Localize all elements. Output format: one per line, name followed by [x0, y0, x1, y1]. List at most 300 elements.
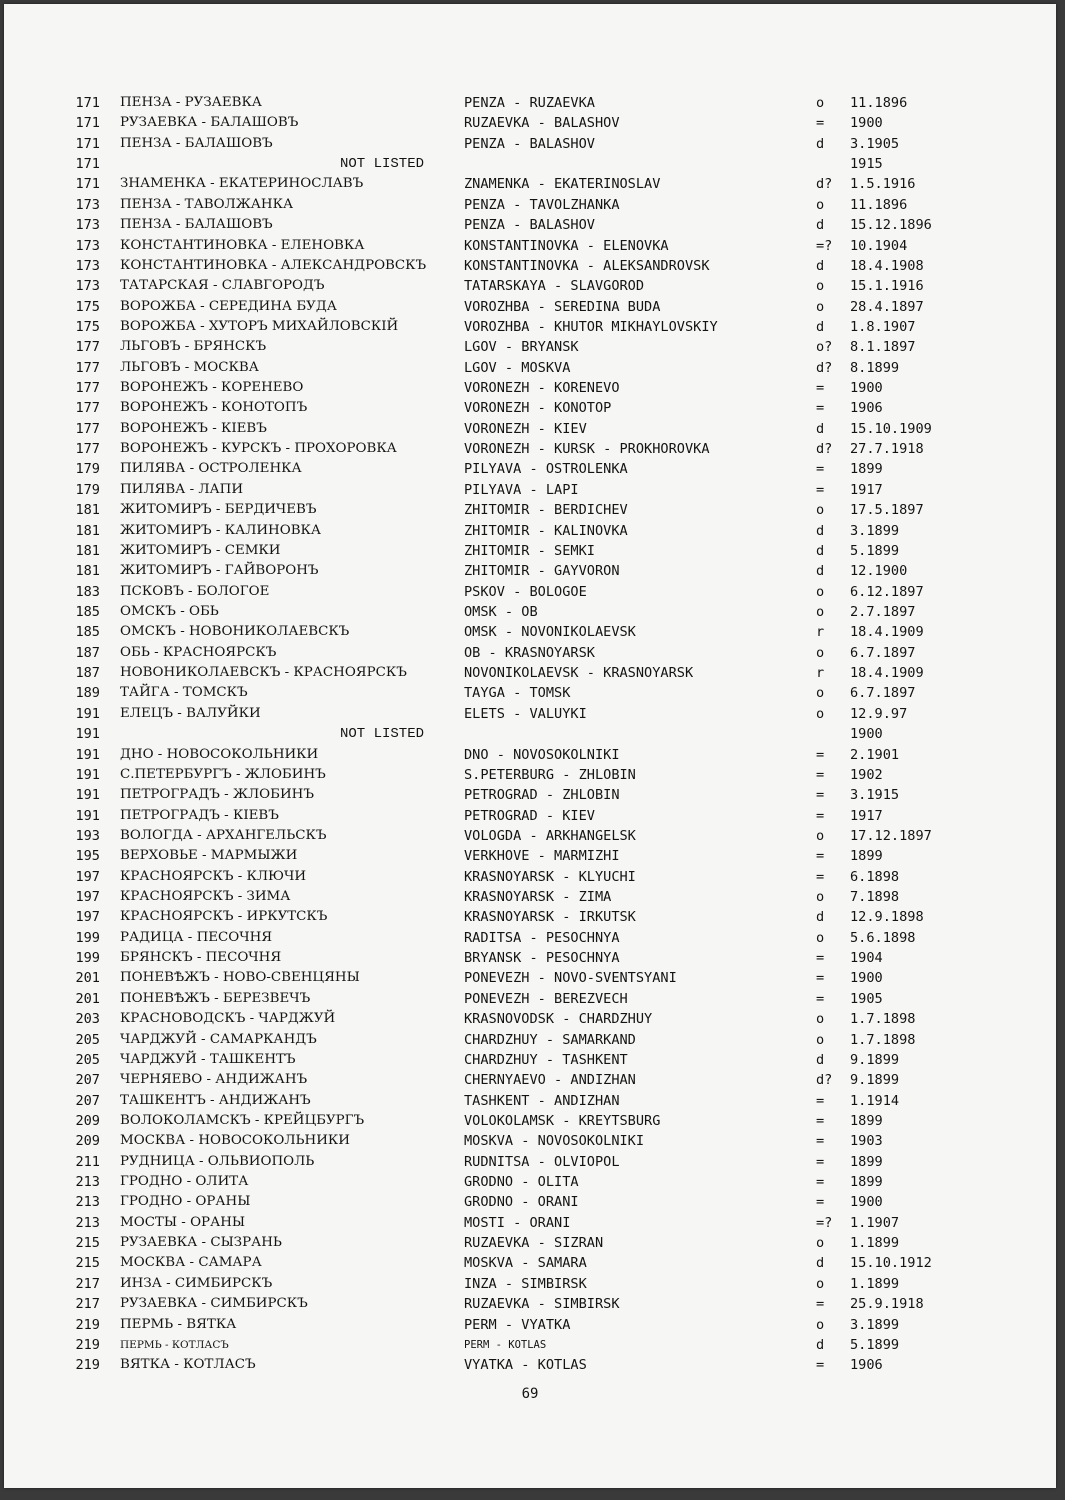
- route-date: 15.1.1916: [850, 278, 924, 295]
- route-name-latin: VOLOKOLAMSK - KREYTSBURG: [464, 1112, 661, 1129]
- status-code: =: [816, 1357, 825, 1374]
- route-name-latin: MOSKVA - SAMARA: [464, 1255, 587, 1272]
- listing-row: [4, 1213, 1056, 1233]
- route-number: 197: [75, 868, 100, 885]
- route-date: 3.1899: [850, 522, 900, 539]
- status-code: d: [816, 909, 825, 926]
- route-date: 5.1899: [850, 1336, 900, 1353]
- route-name-cyrillic: РУЗАЕВКА - СИМБИРСКЪ: [120, 1296, 308, 1312]
- route-name-latin: PILYAVA - OSTROLENKA: [464, 461, 628, 478]
- status-code: =: [816, 115, 825, 132]
- route-number: 217: [75, 1275, 100, 1292]
- route-number: 191: [75, 746, 100, 763]
- route-date: 1905: [850, 990, 883, 1007]
- route-date: 1899: [850, 1174, 883, 1191]
- route-name-latin: LGOV - MOSKVA: [464, 359, 571, 376]
- route-name-latin: VYATKA - KOTLAS: [464, 1357, 587, 1374]
- route-date: 1900: [850, 726, 883, 743]
- route-date: 17.5.1897: [850, 502, 924, 519]
- route-number: 185: [75, 603, 100, 620]
- route-name-cyrillic: ЕЛЕЦЪ - ВАЛУЙКИ: [120, 705, 261, 721]
- status-code: o: [816, 583, 825, 600]
- route-date: 1917: [850, 807, 883, 824]
- route-number: 191: [75, 766, 100, 783]
- route-number: 181: [75, 502, 100, 519]
- route-number: 171: [75, 156, 100, 173]
- route-name-latin: TAYGA - TOMSK: [464, 685, 571, 702]
- route-name-cyrillic: ВОРОНЕЖЪ - КОРЕНЕВО: [120, 380, 304, 396]
- route-date: 28.4.1897: [850, 298, 924, 315]
- route-number: 189: [75, 685, 100, 702]
- listing-row: [4, 1335, 1056, 1355]
- listing-row: [4, 826, 1056, 846]
- status-code: d: [816, 257, 825, 274]
- route-name-cyrillic: ЖИТОМИРЪ - БЕРДИЧЕВЪ: [120, 502, 317, 518]
- route-name-latin: PSKOV - BOLOGOE: [464, 583, 587, 600]
- route-number: 205: [75, 1051, 100, 1068]
- route-name-cyrillic: ЧАРДЖУЙ - ТАШКЕНТЪ: [120, 1051, 296, 1067]
- route-name-latin: VORONEZH - KORENEVO: [464, 380, 620, 397]
- status-code: =: [816, 950, 825, 967]
- route-name-latin: CHERNYAEVO - ANDIZHAN: [464, 1072, 636, 1089]
- route-name-cyrillic: КРАСНОВОДСКЪ - ЧАРДЖУЙ: [120, 1011, 336, 1027]
- status-code: r: [816, 624, 825, 641]
- route-number: 177: [75, 400, 100, 417]
- route-date: 11.1896: [850, 196, 908, 213]
- route-number: 219: [75, 1357, 100, 1374]
- route-number: 177: [75, 339, 100, 356]
- listing-row: [4, 113, 1056, 133]
- listing-row: [4, 419, 1056, 439]
- route-name-latin: CHARDZHUY - SAMARKAND: [464, 1031, 636, 1048]
- listing-row: [4, 867, 1056, 887]
- listing-row: [4, 215, 1056, 235]
- route-name-latin: PETROGRAD - ZHLOBIN: [464, 787, 620, 804]
- status-code: =: [816, 990, 825, 1007]
- route-name-latin: PETROGRAD - KIEV: [464, 807, 595, 824]
- route-name-cyrillic: ОБЬ - КРАСНОЯРСКЪ: [120, 644, 277, 660]
- status-code: o: [816, 603, 825, 620]
- route-name-cyrillic: ПИЛЯВА - ОСТРОЛЕНКА: [120, 461, 302, 477]
- route-date: 1.1899: [850, 1235, 900, 1252]
- status-code: d: [816, 217, 825, 234]
- route-number: 177: [75, 420, 100, 437]
- route-name-cyrillic: МОСКВА - НОВОСОКОЛЬНИКИ: [120, 1133, 350, 1149]
- listing-row: [4, 174, 1056, 194]
- route-number: 181: [75, 542, 100, 559]
- route-name-latin: TATARSKAYA - SLAVGOROD: [464, 278, 645, 295]
- route-name-latin: PERM - KOTLAS: [464, 1338, 547, 1351]
- listing-row: [4, 663, 1056, 683]
- route-name-cyrillic: ПОНЕВѢЖЪ - НОВО-СВЕНЦЯНЫ: [120, 970, 360, 986]
- route-date: 8.1.1897: [850, 339, 916, 356]
- route-number: 187: [75, 665, 100, 682]
- status-code: o: [816, 644, 825, 661]
- route-number: 187: [75, 644, 100, 661]
- route-name-latin: OMSK - OB: [464, 603, 538, 620]
- page-number: 69: [521, 1386, 539, 1402]
- route-number: 219: [75, 1316, 100, 1333]
- status-code: o: [816, 685, 825, 702]
- route-date: 2.7.1897: [850, 603, 916, 620]
- route-number: 173: [75, 257, 100, 274]
- route-name-latin: GRODNO - ORANI: [464, 1194, 579, 1211]
- listing-row: [4, 297, 1056, 317]
- route-number: 179: [75, 481, 100, 498]
- listing-row: [4, 582, 1056, 602]
- route-number: 197: [75, 889, 100, 906]
- route-name-cyrillic: ПЕРМЬ - КОТЛАСЪ: [120, 1338, 229, 1351]
- listing-row: [4, 1131, 1056, 1151]
- route-name-latin: VORONEZH - KIEV: [464, 420, 587, 437]
- status-code: o: [816, 1011, 825, 1028]
- listing-row: [4, 745, 1056, 765]
- listing-row: [4, 521, 1056, 541]
- not-listed-note: NOT LISTED: [340, 726, 425, 743]
- route-name-latin: INZA - SIMBIRSK: [464, 1275, 587, 1292]
- route-name-latin: PENZA - BALASHOV: [464, 217, 595, 234]
- route-name-cyrillic: ЧАРДЖУЙ - САМАРКАНДЪ: [120, 1031, 317, 1047]
- status-code: d: [816, 1336, 825, 1353]
- route-name-latin: GRODNO - OLITA: [464, 1174, 579, 1191]
- route-name-latin: RUZAEVKA - BALASHOV: [464, 115, 620, 132]
- route-number: 203: [75, 1011, 100, 1028]
- route-name-cyrillic: ПЕНЗА - БАЛАШОВЪ: [120, 217, 273, 233]
- route-number: 173: [75, 217, 100, 234]
- route-number: 191: [75, 807, 100, 824]
- route-number: 201: [75, 970, 100, 987]
- route-name-cyrillic: ЛЬГОВЪ - БРЯНСКЪ: [120, 339, 267, 355]
- route-date: 6.7.1897: [850, 685, 916, 702]
- route-name-latin: KRASNOYARSK - IRKUTSK: [464, 909, 636, 926]
- listing-row: [4, 337, 1056, 357]
- route-name-cyrillic: ПЕТРОГРАДЪ - КIЕВЪ: [120, 807, 279, 823]
- route-date: 9.1899: [850, 1051, 900, 1068]
- status-code: =: [816, 1153, 825, 1170]
- listing-row: [4, 439, 1056, 459]
- route-number: 197: [75, 909, 100, 926]
- listing-row: [4, 561, 1056, 581]
- listing-row: [4, 1050, 1056, 1070]
- route-name-latin: ZHITOMIR - SEMKI: [464, 542, 595, 559]
- listing-row: [4, 195, 1056, 215]
- route-name-cyrillic: БРЯНСКЪ - ПЕСОЧНЯ: [120, 950, 282, 966]
- status-code: d: [816, 522, 825, 539]
- listing-row: [4, 93, 1056, 113]
- route-name-cyrillic: ВЕРХОВЬЕ - МАРМЫЖИ: [120, 848, 298, 864]
- listing-row: [4, 500, 1056, 520]
- listing-row: [4, 378, 1056, 398]
- listing-row: [4, 1192, 1056, 1212]
- status-code: d: [816, 135, 825, 152]
- route-name-latin: MOSKVA - NOVOSOKOLNIKI: [464, 1133, 645, 1150]
- route-date: 18.4.1909: [850, 665, 924, 682]
- listing-row: [4, 154, 1056, 174]
- route-date: 1.5.1916: [850, 176, 916, 193]
- listing-row: [4, 968, 1056, 988]
- listing-row: [4, 541, 1056, 561]
- listing-row: [4, 928, 1056, 948]
- route-name-cyrillic: ВЯТКА - КОТЛАСЪ: [120, 1357, 256, 1373]
- status-code: o: [816, 929, 825, 946]
- route-name-cyrillic: КРАСНОЯРСКЪ - ИРКУТСКЪ: [120, 909, 328, 925]
- route-date: 1899: [850, 1153, 883, 1170]
- route-name-cyrillic: МОСКВА - САМАРА: [120, 1255, 262, 1271]
- status-code: =?: [816, 237, 833, 254]
- route-number: 215: [75, 1255, 100, 1272]
- route-name-cyrillic: РУЗАЕВКА - БАЛАШОВЪ: [120, 115, 299, 131]
- route-name-cyrillic: ВОРОЖБА - СЕРЕДИНА БУДА: [120, 298, 337, 314]
- status-code: o: [816, 1275, 825, 1292]
- listing-row: [4, 989, 1056, 1009]
- route-number: 213: [75, 1214, 100, 1231]
- route-number: 171: [75, 95, 100, 111]
- route-name-cyrillic: КОНСТАНТИНОВКА - ЕЛЕНОВКА: [120, 237, 365, 253]
- route-number: 185: [75, 624, 100, 641]
- route-date: 6.12.1897: [850, 583, 924, 600]
- route-name-cyrillic: ВОЛОГДА - АРХАНГЕЛЬСКЪ: [120, 827, 327, 843]
- route-date: 6.1898: [850, 868, 900, 885]
- status-code: o: [816, 196, 825, 213]
- route-number: 199: [75, 950, 100, 967]
- route-date: 1899: [850, 461, 883, 478]
- route-number: 193: [75, 827, 100, 844]
- listing-row: [4, 1091, 1056, 1111]
- status-code: r: [816, 665, 825, 682]
- status-code: d: [816, 1255, 825, 1272]
- status-code: =: [816, 766, 825, 783]
- route-name-cyrillic: ГРОДНО - ОРАНЫ: [120, 1194, 251, 1210]
- route-number: 183: [75, 583, 100, 600]
- listing-row: [4, 887, 1056, 907]
- route-number: 181: [75, 563, 100, 580]
- status-code: d: [816, 318, 825, 335]
- listing-row: [4, 236, 1056, 256]
- status-code: d?: [816, 176, 833, 193]
- route-number: 179: [75, 461, 100, 478]
- status-code: =: [816, 787, 825, 804]
- listing-row: [4, 1111, 1056, 1131]
- listing-row: [4, 398, 1056, 418]
- route-date: 1.1899: [850, 1275, 900, 1292]
- listing-row: [4, 480, 1056, 500]
- status-code: o: [816, 1316, 825, 1333]
- route-name-latin: DNO - NOVOSOKOLNIKI: [464, 746, 620, 763]
- route-name-cyrillic: ВОРОЖБА - ХУТОРЪ МИХАЙЛОВСКIЙ: [120, 318, 399, 334]
- status-code: d?: [816, 1072, 833, 1089]
- route-name-cyrillic: ПЕРМЬ - ВЯТКА: [120, 1316, 237, 1332]
- route-name-cyrillic: НОВОНИКОЛАЕВСКЪ - КРАСНОЯРСКЪ: [120, 665, 407, 681]
- route-date: 18.4.1908: [850, 257, 924, 274]
- route-name-latin: OB - KRASNOYARSK: [464, 644, 595, 661]
- route-number: 177: [75, 441, 100, 458]
- route-name-latin: PONEVEZH - BEREZVECH: [464, 990, 628, 1007]
- route-date: 27.7.1918: [850, 441, 924, 458]
- status-code: d: [816, 1051, 825, 1068]
- route-name-latin: KRASNOYARSK - KLYUCHI: [464, 868, 636, 885]
- status-code: =: [816, 481, 825, 498]
- route-number: 175: [75, 298, 100, 315]
- route-name-latin: VOROZHBA - KHUTOR MIKHAYLOVSKIY: [464, 318, 718, 335]
- route-date: 3.1899: [850, 1316, 900, 1333]
- route-number: 191: [75, 705, 100, 722]
- listing-row: [4, 948, 1056, 968]
- route-date: 3.1905: [850, 135, 900, 152]
- route-date: 1900: [850, 1194, 883, 1211]
- route-name-latin: BRYANSK - PESOCHNYA: [464, 950, 620, 967]
- route-name-cyrillic: ВОРОНЕЖЪ - КIЕВЪ: [120, 420, 267, 436]
- status-code: o?: [816, 339, 833, 356]
- route-name-cyrillic: ПСКОВЪ - БОЛОГОЕ: [120, 583, 270, 599]
- listing-row: [4, 276, 1056, 296]
- route-number: 209: [75, 1133, 100, 1150]
- route-date: 3.1915: [850, 787, 900, 804]
- status-code: o: [816, 298, 825, 315]
- status-code: d?: [816, 359, 833, 376]
- status-code: =?: [816, 1214, 833, 1231]
- route-date: 15.12.1896: [850, 217, 932, 234]
- route-date: 1899: [850, 1112, 883, 1129]
- route-number: 219: [75, 1336, 100, 1353]
- status-code: d?: [816, 441, 833, 458]
- route-date: 7.1898: [850, 889, 900, 906]
- route-number: 173: [75, 278, 100, 295]
- route-name-latin: ZHITOMIR - KALINOVKA: [464, 522, 628, 539]
- status-code: o: [816, 1235, 825, 1252]
- route-name-latin: RADITSA - PESOCHNYA: [464, 929, 620, 946]
- route-name-cyrillic: ВОРОНЕЖЪ - КУРСКЪ - ПРОХОРОВКА: [120, 441, 397, 457]
- listing-row: [4, 317, 1056, 337]
- document-page: [4, 4, 1056, 1488]
- route-number: 209: [75, 1112, 100, 1129]
- listing-row: [4, 643, 1056, 663]
- listing-row: [4, 683, 1056, 703]
- route-name-latin: PENZA - BALASHOV: [464, 135, 595, 152]
- listing-row: [4, 1253, 1056, 1273]
- route-name-cyrillic: ЖИТОМИРЪ - СЕМКИ: [120, 542, 281, 558]
- route-date: 11.1896: [850, 95, 908, 111]
- route-number: 213: [75, 1194, 100, 1211]
- route-date: 5.6.1898: [850, 929, 916, 946]
- route-number: 205: [75, 1031, 100, 1048]
- route-name-cyrillic: ЖИТОМИРЪ - ГАЙВОРОНЪ: [120, 563, 319, 579]
- status-code: =: [816, 868, 825, 885]
- route-name-cyrillic: ЗНАМЕНКА - ЕКАТЕРИНОСЛАВЪ: [120, 176, 364, 192]
- route-date: 1.1907: [850, 1214, 900, 1231]
- status-code: o: [816, 889, 825, 906]
- route-name-cyrillic: ОМСКЪ - ОБЬ: [120, 603, 219, 619]
- status-code: =: [816, 1194, 825, 1211]
- route-name-latin: RUZAEVKA - SIZRAN: [464, 1235, 604, 1252]
- listing-row: [4, 1294, 1056, 1314]
- listing-row: [4, 846, 1056, 866]
- listing-row: [4, 1355, 1056, 1375]
- route-name-cyrillic: ПИЛЯВА - ЛАПИ: [120, 481, 244, 497]
- status-code: =: [816, 1133, 825, 1150]
- route-name-latin: PERM - VYATKA: [464, 1316, 571, 1333]
- route-date: 15.10.1912: [850, 1255, 932, 1272]
- status-code: o: [816, 827, 825, 844]
- listing-row: [4, 1172, 1056, 1192]
- route-number: 175: [75, 318, 100, 335]
- status-code: =: [816, 461, 825, 478]
- route-name-cyrillic: ЖИТОМИРЪ - КАЛИНОВКА: [120, 522, 322, 538]
- route-name-latin: RUZAEVKA - SIMBIRSK: [464, 1296, 620, 1313]
- route-name-latin: VORONEZH - KURSK - PROKHOROVKA: [464, 441, 710, 458]
- route-date: 1900: [850, 970, 883, 987]
- route-date: 1.7.1898: [850, 1011, 916, 1028]
- route-name-cyrillic: РУДНИЦА - ОЛЬВИОПОЛЬ: [120, 1153, 315, 1169]
- route-name-cyrillic: ПЕНЗА - РУЗАЕВКА: [120, 95, 262, 110]
- route-date: 1904: [850, 950, 883, 967]
- route-name-cyrillic: ДНО - НОВОСОКОЛЬНИКИ: [120, 746, 319, 762]
- status-code: d: [816, 563, 825, 580]
- route-name-latin: PENZA - RUZAEVKA: [464, 95, 595, 111]
- status-code: =: [816, 1174, 825, 1191]
- status-code: =: [816, 380, 825, 397]
- route-number: 207: [75, 1092, 100, 1109]
- route-date: 12.9.1898: [850, 909, 924, 926]
- status-code: =: [816, 400, 825, 417]
- status-code: o: [816, 502, 825, 519]
- route-name-cyrillic: ПОНЕВѢЖЪ - БЕРЕЗВЕЧЪ: [120, 990, 311, 1006]
- route-name-latin: VORONEZH - KONOTOP: [464, 400, 612, 417]
- route-date: 1900: [850, 380, 883, 397]
- route-date: 1915: [850, 156, 883, 173]
- route-name-latin: PONEVEZH - NOVO-SVENTSYANI: [464, 970, 677, 987]
- route-name-cyrillic: ПЕНЗА - ТАВОЛЖАНКА: [120, 196, 294, 212]
- route-name-latin: PILYAVA - LAPI: [464, 481, 579, 498]
- listing-row: [4, 1009, 1056, 1029]
- listing-row: [4, 602, 1056, 622]
- route-number: 171: [75, 115, 100, 132]
- route-name-cyrillic: ТАШКЕНТЪ - АНДИЖАНЪ: [120, 1092, 311, 1108]
- route-name-cyrillic: С.ПЕТЕРБУРГЪ - ЖЛОБИНЪ: [120, 766, 326, 782]
- route-name-latin: KONSTANTINOVKA - ALEKSANDROVSK: [464, 257, 710, 274]
- route-date: 1900: [850, 115, 883, 132]
- route-name-latin: ELETS - VALUYKI: [464, 705, 587, 722]
- route-name-latin: PENZA - TAVOLZHANKA: [464, 196, 620, 213]
- route-name-cyrillic: ЛЬГОВЪ - МОСКВА: [120, 359, 259, 375]
- route-name-cyrillic: КРАСНОЯРСКЪ - КЛЮЧИ: [120, 868, 307, 884]
- route-name-cyrillic: РАДИЦА - ПЕСОЧНЯ: [120, 929, 273, 945]
- route-date: 6.7.1897: [850, 644, 916, 661]
- status-code: o: [816, 95, 825, 111]
- route-listing: [4, 93, 1056, 1376]
- not-listed-note: NOT LISTED: [340, 156, 425, 173]
- route-date: 5.1899: [850, 542, 900, 559]
- route-name-cyrillic: ЧЕРНЯЕВО - АНДИЖАНЪ: [120, 1072, 308, 1088]
- route-name-latin: NOVONIKOLAEVSK - KRASNOYARSK: [464, 665, 694, 682]
- status-code: =: [816, 970, 825, 987]
- route-name-latin: VOLOGDA - ARKHANGELSK: [464, 827, 636, 844]
- status-code: =: [816, 1296, 825, 1313]
- route-date: 1.8.1907: [850, 318, 916, 335]
- route-number: 191: [75, 726, 100, 743]
- route-date: 18.4.1909: [850, 624, 924, 641]
- route-number: 201: [75, 990, 100, 1007]
- listing-row: [4, 134, 1056, 154]
- listing-row: [4, 765, 1056, 785]
- route-name-latin: VERKHOVE - MARMIZHI: [464, 848, 620, 865]
- route-name-cyrillic: ВОРОНЕЖЪ - КОНОТОПЪ: [120, 400, 308, 416]
- listing-row: [4, 1152, 1056, 1172]
- route-number: 195: [75, 848, 100, 865]
- route-number: 181: [75, 522, 100, 539]
- route-name-cyrillic: ОМСКЪ - НОВОНИКОЛАЕВСКЪ: [120, 624, 350, 640]
- route-number: 177: [75, 380, 100, 397]
- route-name-cyrillic: ТАЙГА - ТОМСКЪ: [120, 685, 248, 701]
